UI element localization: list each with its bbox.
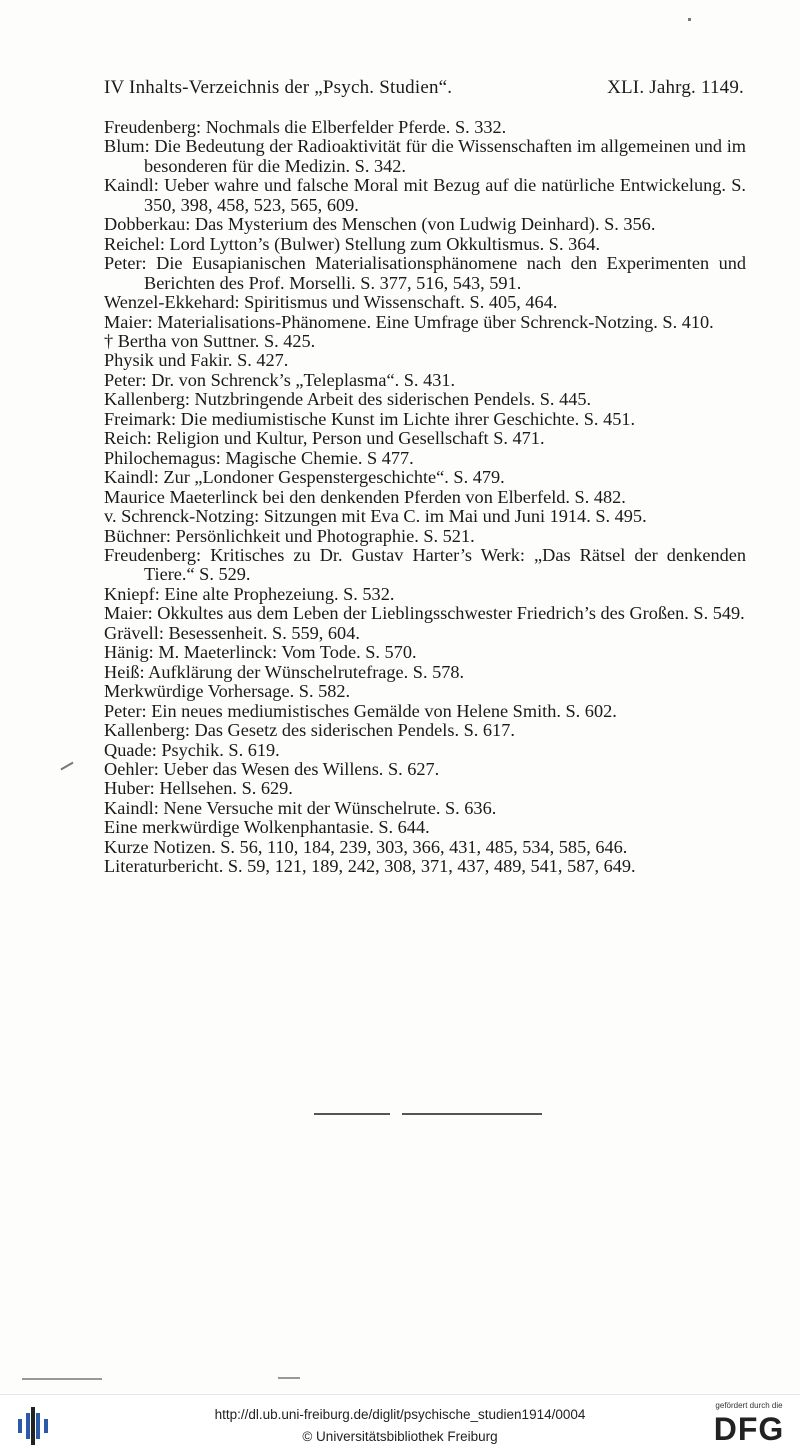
toc-entry: Freimark: Die mediumistische Kunst im Lichte ihrer Geschichte. S. 451. [104, 408, 636, 429]
toc-entry: Peter: Die Eusapianischen Materialisationsphänomene nach den Experimenten und Berichten des Prof. Morselli. S. 377, 516, 543, 591. [104, 253, 746, 293]
permalink[interactable]: http://dl.ub.uni-freiburg.de/diglit/psychische_studien1914/0004 [214, 1407, 586, 1422]
header-title: IV Inhalts-Verzeichnis der „Psych. Studien“. [104, 77, 453, 98]
toc-entry: Literaturbericht. S. 59, 121, 189, 242, 308, 371, 437, 489, 541, 587, 649. [104, 856, 636, 877]
toc-entry: Maier: Materialisations-Phänomene. Eine Umfrage über Schrenck-Notzing. S. 410. [104, 311, 714, 332]
toc-entry: Maurice Maeterlinck bei den denkenden Pferden von Elberfeld. S. 482. [104, 486, 626, 507]
toc-entry: Philochemagus: Magische Chemie. S 477. [104, 447, 414, 468]
toc-entry: v. Schrenck-Notzing: Sitzungen mit Eva C. im Mai und Juni 1914. S. 495. [104, 506, 647, 527]
toc-entry: Kallenberg: Nutzbringende Arbeit des siderischen Pendels. S. 445. [104, 389, 592, 410]
copyright-notice: © Universitätsbibliothek Freiburg [302, 1429, 498, 1444]
toc-entry: Quade: Psychik. S. 619. [104, 739, 280, 760]
toc-entry: Dobberkau: Das Mysterium des Menschen (von Ludwig Deinhard). S. 356. [104, 214, 656, 235]
scan-noise [22, 1378, 102, 1380]
table-of-contents [104, 118, 746, 877]
speck [688, 18, 691, 21]
toc-entry: Grävell: Besessenheit. S. 559, 604. [104, 622, 360, 643]
toc-entry: Büchner: Persönlichkeit und Photographie. S. 521. [104, 525, 475, 546]
running-header [104, 77, 744, 99]
margin-mark [60, 762, 73, 771]
toc-entry: Peter: Dr. von Schrenck’s „Teleplasma“. S. 431. [104, 369, 456, 390]
viewer-footer [0, 1394, 800, 1453]
toc-entry: Wenzel-Ekkehard: Spiritismus und Wissenschaft. S. 405, 464. [104, 292, 558, 313]
toc-entry: Peter: Ein neues mediumistisches Gemälde von Helene Smith. S. 602. [104, 700, 617, 721]
toc-entry: Heiß: Aufklärung der Wünschelrutefrage. S. 578. [104, 661, 465, 682]
dfg-wordmark: DFG [713, 1411, 785, 1447]
toc-entry: Freudenberg: Kritisches zu Dr. Gustav Harter’s Werk: „Das Rätsel der denkenden Tiere.“ S. 529. [104, 544, 746, 585]
toc-entry: Reichel: Lord Lytton’s (Bulwer) Stellung zum Okkultismus. S. 364. [104, 233, 601, 254]
toc-entry: Maier: Okkultes aus dem Leben der Lieblingsschwester Friedrich’s des Großen. S. 549. [104, 603, 745, 624]
toc-entry: Merkwürdige Vorhersage. S. 582. [104, 681, 351, 702]
toc-entry: Kallenberg: Das Gesetz des siderischen Pendels. S. 617. [104, 720, 515, 741]
toc-entry: Kurze Notizen. S. 56, 110, 184, 239, 303, 366, 431, 485, 534, 585, 646. [104, 836, 628, 857]
dfg-logo [706, 1401, 792, 1449]
toc-entry: Hänig: M. Maeterlinck: Vom Tode. S. 570. [104, 642, 417, 663]
toc-entry: Eine merkwürdige Wolkenphantasie. S. 644. [104, 817, 430, 838]
end-rule-right [402, 1113, 542, 1115]
toc-entry: Kniepf: Eine alte Prophezeiung. S. 532. [104, 583, 395, 604]
dfg-caption: gefördert durch die [715, 1401, 783, 1410]
toc-entry: Reich: Religion und Kultur, Person und Gesellschaft S. 471. [104, 428, 545, 449]
toc-entry: Kaindl: Zur „Londoner Gespenstergeschichte“. S. 479. [104, 467, 505, 488]
toc-entry: † Bertha von Suttner. S. 425. [104, 330, 316, 351]
toc-entry: Oehler: Ueber das Wesen des Willens. S. 627. [104, 758, 440, 779]
toc-entry: Blum: Die Bedeutung der Radioaktivität für die Wissenschaften im allgemeinen und im besonderen für die Medizin. S. 342. [104, 136, 746, 176]
toc-entry: Kaindl: Nene Versuche mit der Wünschelrute. S. 636. [104, 797, 497, 818]
toc-entry: Kaindl: Ueber wahre und falsche Moral mit Bezug auf die natürliche Entwickelung. S. 350, 398, 458, 523, 565, 609. [104, 175, 746, 215]
scan-noise-2 [278, 1377, 300, 1379]
toc-entry: Physik und Fakir. S. 427. [104, 350, 289, 371]
header-volume: XLI. Jahrg. 1149. [607, 77, 744, 98]
toc-entry: Freudenberg: Nochmals die Elberfelder Pferde. S. 332. [104, 117, 507, 137]
end-rule-left [314, 1113, 390, 1115]
toc-entry: Huber: Hellsehen. S. 629. [104, 778, 293, 799]
